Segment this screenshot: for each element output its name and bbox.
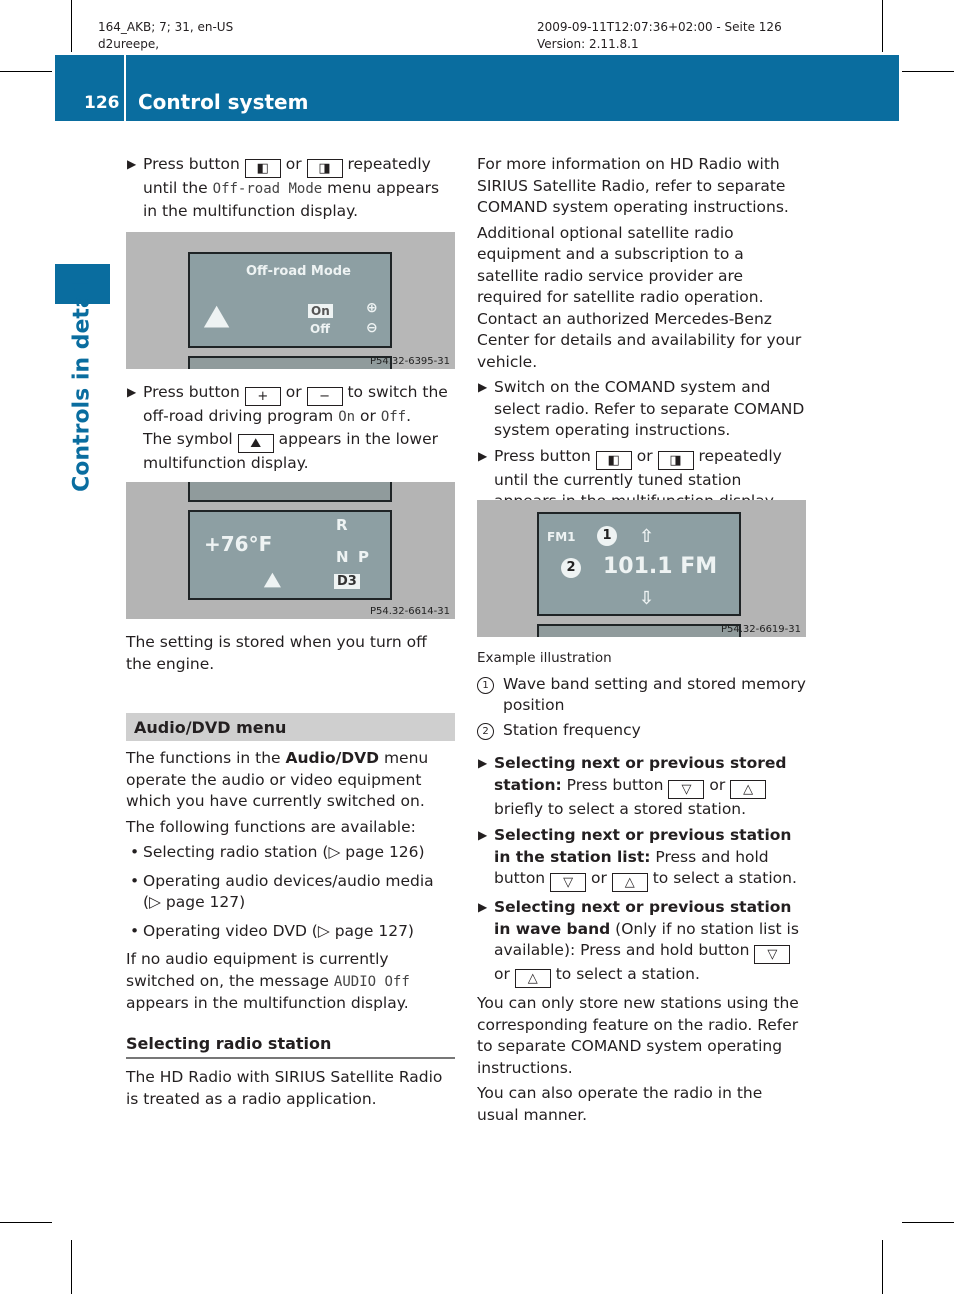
down-key-icon: ▽	[754, 945, 790, 964]
callout-2: 2	[561, 558, 581, 578]
arrow-down-icon: ⇩	[639, 588, 655, 609]
text: The symbol	[143, 429, 233, 448]
figure-code: P54.32-6614-31	[369, 606, 450, 617]
text: Press and hold button	[494, 847, 769, 887]
gear-p: P	[358, 548, 369, 566]
crop-mark	[0, 71, 52, 72]
lower-display	[537, 624, 741, 637]
step-arrow-icon: ▶	[127, 157, 137, 171]
instruction-step	[477, 377, 808, 442]
text: Selecting next or previous station in the station list:	[494, 826, 792, 866]
legend-item	[477, 720, 808, 742]
vehicle-offroad-icon: ⛰	[264, 568, 281, 592]
callout-1: 1	[597, 526, 617, 546]
text: or	[285, 383, 302, 401]
text: menu operate the audio or video equipment which you have currently switched on.	[126, 749, 429, 810]
subsection-heading: Selecting radio station	[126, 1033, 455, 1060]
text: repeatedly until the	[143, 155, 431, 197]
gear-n: N	[336, 548, 349, 566]
paragraph: You can also operate the radio in the usual manner.	[477, 1084, 763, 1124]
left-column-2	[126, 382, 456, 478]
minus-key-icon: −	[307, 387, 343, 406]
step-arrow-icon: ▶	[478, 380, 488, 394]
text: to select a station.	[652, 869, 797, 887]
crop-mark	[882, 1240, 883, 1294]
legend-number: 1	[477, 677, 494, 694]
crop-mark	[902, 1222, 954, 1223]
gear-d3: D3	[334, 574, 360, 589]
meta-line: d2ureepe,	[98, 37, 160, 51]
screen-title: Off-road Mode	[246, 264, 351, 279]
text: appears in the multifunction display.	[126, 994, 409, 1012]
plus-key-icon: +	[245, 387, 281, 406]
paragraph: You can only store new stations using the corresponding feature on the radio. Refer to separate COMAND system operating instructions.	[477, 994, 799, 1077]
instruction-step: ▶ Press button + or − to switch the off-road driving program On or Off. The symbol ⛰ appears in the lower multifunction display.	[127, 383, 448, 472]
up-key-icon: △	[515, 969, 551, 988]
lower-display	[188, 356, 392, 369]
paragraph: Additional optional satellite radio equipment and a subscription to a satellite radio service provider are required for satellite radio operation. Contact an authorized Mercedes-Benz Center for details and availability for your vehicle.	[477, 223, 802, 371]
step-arrow-icon: ▶	[478, 828, 488, 842]
step-arrow-icon: ▶	[478, 900, 488, 914]
display-screen	[188, 510, 392, 600]
paragraph	[126, 949, 455, 1015]
left-column-3	[126, 632, 456, 679]
text: Press button	[566, 775, 664, 794]
meta-line: Version: 2.11.8.1	[537, 37, 639, 51]
text: or	[709, 775, 726, 794]
display-screen	[188, 252, 392, 348]
legend-number: 2	[477, 723, 494, 740]
minus-icon: ⊖	[366, 320, 378, 336]
right-column-2	[477, 648, 808, 1130]
down-key-icon: ▽	[668, 780, 704, 799]
text: or	[360, 407, 376, 425]
figure-radio-display	[477, 500, 806, 637]
frequency: 101.1 FM	[603, 554, 718, 579]
text: Press button	[143, 155, 240, 173]
step-arrow-icon: ▶	[478, 448, 488, 463]
left-column	[126, 154, 456, 226]
instruction-step	[477, 897, 808, 988]
figure-offroad-mode	[126, 232, 455, 369]
text: Switch on the COMAND system and select radio. Refer to separate COMAND system operating instructions.	[494, 378, 805, 439]
option-on: On	[308, 304, 333, 318]
crop-mark	[902, 71, 954, 72]
meta-line: 164_AKB; 7; 31, en-US	[98, 20, 234, 34]
list-item	[126, 871, 455, 914]
meta-line: 2009-09-11T12:07:36+02:00 - Seite 126	[537, 20, 782, 34]
text: to select a station.	[555, 965, 700, 983]
step-arrow-icon: ▶	[478, 756, 488, 770]
text: or	[494, 965, 510, 983]
instruction-step	[126, 154, 456, 222]
crop-mark	[882, 0, 883, 52]
text: Selecting radio station (▷ page 126)	[143, 843, 425, 861]
text: or	[285, 155, 302, 173]
arrow-up-icon: ⇧	[639, 526, 655, 547]
bullet-icon: •	[130, 871, 140, 890]
down-key-icon: ▽	[550, 873, 586, 892]
figure-caption: Example illustration	[477, 650, 612, 666]
figure-offroad-symbol	[126, 482, 455, 619]
bullet-icon: •	[130, 921, 140, 940]
text: Operating audio devices/audio media (▷ page 127)	[143, 871, 434, 911]
menu-forward-key-icon: ◨	[658, 451, 694, 470]
text: appears in the lower multifunction display.	[143, 429, 438, 472]
bullet-icon: •	[130, 843, 140, 861]
text: Wave band setting and stored memory position	[503, 674, 806, 714]
menu-back-key-icon: ◧	[245, 159, 281, 178]
audio-section	[126, 713, 455, 1114]
right-column	[477, 154, 808, 517]
menu-back-key-icon: ◧	[596, 451, 632, 470]
vehicle-offroad-icon: ⛰	[204, 300, 230, 335]
text: Press button	[143, 383, 240, 401]
section-title: Control system	[138, 90, 309, 114]
paragraph: The setting is stored when you turn off the engine.	[126, 633, 427, 673]
text: or	[636, 446, 653, 465]
crop-mark	[71, 1240, 72, 1294]
text: The functions in the	[126, 749, 281, 767]
header-divider	[124, 55, 126, 121]
up-key-icon: △	[612, 873, 648, 892]
text: Audio/DVD	[285, 749, 379, 767]
display-message: On	[338, 409, 356, 425]
crop-mark	[0, 1222, 52, 1223]
upper-display	[188, 482, 392, 502]
text: Operating video DVD (▷ page 127)	[143, 921, 414, 940]
text: Selecting next or previous stored station:	[494, 754, 787, 794]
display-message: Off	[380, 409, 407, 425]
text: Press button	[494, 446, 591, 465]
wave-band: FM1	[547, 530, 576, 544]
step-arrow-icon: ▶	[127, 385, 137, 399]
menu-forward-key-icon: ◨	[307, 159, 343, 178]
paragraph	[126, 748, 455, 813]
text: briefly to select a stored station.	[494, 799, 747, 818]
crop-mark	[71, 0, 72, 52]
paragraph: The following functions are available:	[126, 817, 416, 836]
text: or	[591, 869, 607, 887]
option-off: Off	[310, 322, 330, 336]
display-message: AUDIO Off	[333, 973, 410, 990]
text: to switch the off-road driving program	[143, 383, 448, 425]
paragraph: The HD Radio with SIRIUS Satellite Radio is treated as a radio application.	[126, 1068, 443, 1108]
up-key-icon: △	[730, 780, 766, 799]
figure-code: P54.32-6619-31	[720, 624, 801, 635]
instruction-step	[477, 753, 808, 820]
temperature: +76°F	[204, 532, 273, 556]
print-meta-left	[98, 19, 233, 53]
text: Station frequency	[503, 720, 641, 739]
paragraph: For more information on HD Radio with SIRIUS Satellite Radio, refer to separate COMAND system operating instructions.	[477, 155, 789, 216]
legend-item	[477, 674, 808, 717]
plus-icon: ⊕	[366, 300, 378, 316]
offroad-symbol-icon: ⛰	[238, 434, 274, 453]
figure-code: P54.32-6395-31	[369, 356, 450, 367]
gear-r: R	[336, 516, 348, 534]
text: (Only if no station list is available): Press and hold button	[494, 919, 799, 959]
text: Selecting next or previous station in wave band	[494, 898, 792, 938]
text: repeatedly until the currently tuned station	[494, 446, 782, 489]
page-number: 126	[84, 93, 120, 113]
display-screen	[537, 512, 741, 616]
section-heading: Audio/DVD menu	[126, 713, 455, 741]
text: If no audio equipment is currently switched on, the message	[126, 950, 389, 990]
instruction-step	[477, 825, 808, 892]
chapter-label: Controls in detail	[69, 278, 95, 492]
list-item	[126, 842, 455, 864]
list-item	[126, 921, 455, 943]
text: menu appears in the multifunction display.	[143, 179, 440, 220]
display-message: Off-road Mode	[212, 181, 323, 197]
print-meta-right	[537, 19, 782, 53]
